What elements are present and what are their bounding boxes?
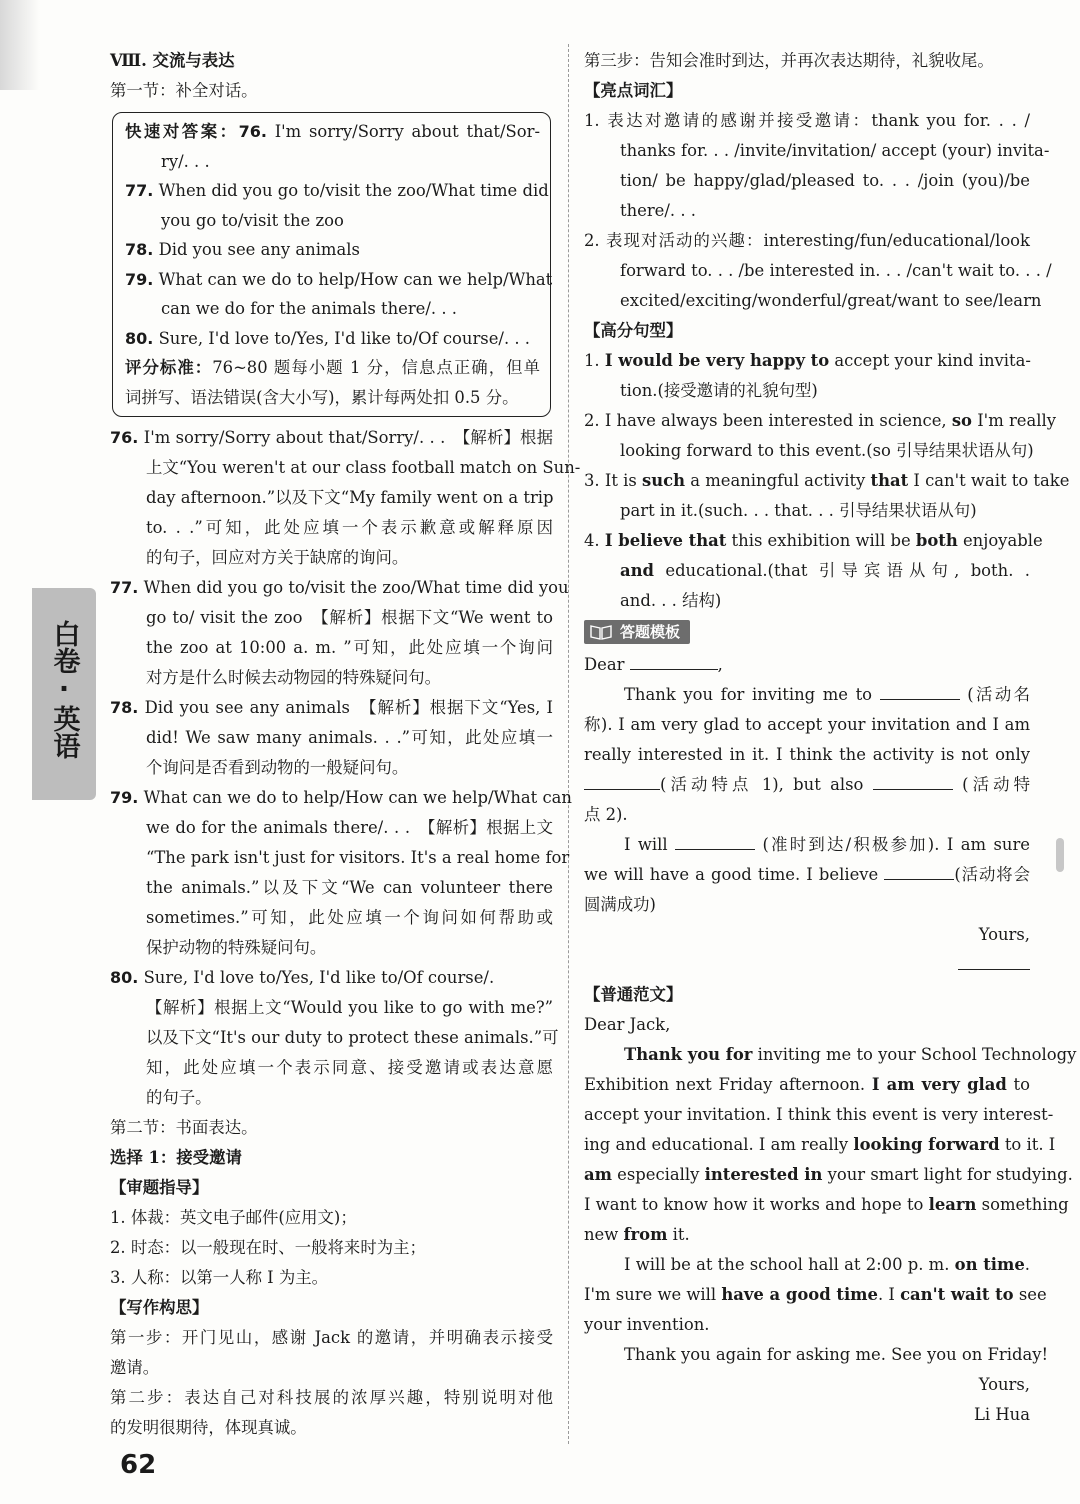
analysis-77-num: 77. xyxy=(110,578,139,597)
sentence-4-line-3: and. . . 结构) xyxy=(620,591,722,610)
analysis-76-num: 76. xyxy=(110,428,139,447)
guide-item-1: 1. 体裁：英文电子邮件(应用文)； xyxy=(110,1208,357,1227)
template-blank-2 xyxy=(584,771,660,790)
sentence-2-line-1 xyxy=(584,406,1056,436)
analysis-77-line xyxy=(110,573,569,603)
template-line-7 xyxy=(584,860,1030,890)
essay-4-p2: to it. I xyxy=(999,1135,1056,1154)
essay-line-4 xyxy=(584,1130,1056,1160)
analysis-79-l1: What can we do to help/How can we help/What can xyxy=(143,788,572,807)
analysis-78-line xyxy=(110,693,553,723)
sentence-4-line-2 xyxy=(584,556,1030,586)
sample-title: 【普通范文】 xyxy=(584,985,683,1004)
template-line-2: 称). I am very glad to accept your invitation and I am xyxy=(584,715,1030,734)
analysis-76-l5: 的句子，回应对方关于缺席的询问。 xyxy=(146,548,409,567)
template-1b: (活动名 xyxy=(967,685,1031,704)
essay-2-p1: Exhibition next Friday afternoon. xyxy=(584,1075,872,1094)
template-blank-1 xyxy=(880,681,960,700)
template-1a: Thank you for inviting me to xyxy=(624,685,873,704)
essay-9-bold-2: can't wait to xyxy=(900,1285,1014,1304)
sentence-4-line-1 xyxy=(584,526,1043,556)
part1-title: 第一节：补全对话。 xyxy=(110,81,258,100)
analysis-80 xyxy=(110,963,559,1113)
essay-4-p1: ing and educational. I am really xyxy=(584,1135,854,1154)
key-line-76a xyxy=(125,117,540,147)
side-tab-dot: · xyxy=(58,674,70,705)
template-blank-4 xyxy=(675,831,755,850)
key-num-78: 78. xyxy=(125,240,154,259)
template-blank-5 xyxy=(884,861,954,880)
sentence-4-p1: this exhibition will be xyxy=(726,531,916,550)
analysis-78-l2: did! We saw many animals. . .”可知，此处应填一 xyxy=(146,728,553,747)
key-77-text: When did you go to/visit the zoo/What time did xyxy=(158,181,549,200)
sentence-3-num: 3. xyxy=(584,471,600,490)
template-header xyxy=(584,616,1030,650)
sentence-2-p1: I have always been interested in science, xyxy=(604,411,952,430)
key-line-76b: ry/. . . xyxy=(161,151,210,171)
template-yours: Yours, xyxy=(978,925,1030,944)
sentence-3-line-1 xyxy=(584,466,1070,496)
right-column xyxy=(584,46,1077,1430)
template-4a: (活动特点 1), but also xyxy=(660,775,864,794)
analysis-79-num: 79. xyxy=(110,788,139,807)
vocab-2-line-3: excited/exciting/wonderful/great/want to see/learn xyxy=(620,291,1042,310)
step3-line: 第三步：告知会准时到达，并再次表达期待，礼貌收尾。 xyxy=(584,51,994,70)
scoring-text-a: 76~80 题每小题 1 分，信息点正确，但单 xyxy=(212,358,541,377)
essay-line-1 xyxy=(584,1040,1077,1070)
key-line-79a xyxy=(125,265,553,295)
open-book-icon xyxy=(590,624,612,640)
analysis-79-l3: “The park isn't just for visitors. It's a real home for xyxy=(146,848,570,867)
essay-6-p2: something xyxy=(976,1195,1069,1214)
vocab-2-num: 2. xyxy=(584,231,600,250)
essay-line-2 xyxy=(584,1070,1030,1100)
sentence-1-line-1 xyxy=(584,346,1030,376)
sentence-3-p1: It is xyxy=(604,471,642,490)
key-num-76: 76. xyxy=(238,122,267,141)
section-title: Ⅷ. 交流与表达 xyxy=(110,51,235,70)
template-line-1 xyxy=(584,680,1030,710)
key-line-79b: can we do for the animals there/. . . xyxy=(161,299,457,318)
page-edge-shadow xyxy=(0,0,40,90)
analysis-77-l1: When did you go to/visit the zoo/What time did you xyxy=(143,578,569,597)
sentence-1-line-2: tion.(接受邀请的礼貌句型) xyxy=(620,381,818,400)
template-line-5: 点 2). xyxy=(584,805,628,824)
analysis-76-l1: I'm sorry/Sorry about that/Sorry/. . . 【解析】根据 xyxy=(143,428,553,447)
template-line-6 xyxy=(584,830,1030,860)
sentence-2-p2: I'm really xyxy=(972,411,1056,430)
analysis-79-l4: the animals.”以及下文“We can volunteer there xyxy=(146,878,553,897)
analysis-79-l6: 保护动物的特殊疑问句。 xyxy=(146,938,327,957)
vocab-2-line-2: forward to. . . /be interested in. . . /can't wait to. . . / xyxy=(620,261,1052,280)
essay-8-p1: I will be at the school hall at 2:00 p. m. xyxy=(624,1255,955,1274)
analysis-80-num: 80. xyxy=(110,968,139,987)
answer-key-box xyxy=(112,112,551,417)
side-tab-label xyxy=(32,620,96,759)
sentence-2-line-2: looking forward to this event.(so 引导结果状语从句) xyxy=(620,441,1034,460)
analysis-80-l3: 以及下文“It's our duty to protect these animals.”可 xyxy=(146,1028,559,1047)
guide-title: 【审题指导】 xyxy=(110,1178,209,1197)
template-6b: (准时到达/积极参加). I am sure xyxy=(762,835,1030,854)
sentence-4-p3: educational.(that 引导宾语从句, both. . xyxy=(654,561,1030,580)
key-num-79: 79. xyxy=(125,269,154,289)
analysis-76-l4: to. . .”可知，此处应填一个表示歉意或解释原因 xyxy=(146,518,553,537)
idea-title: 【写作构思】 xyxy=(110,1298,209,1317)
essay-1-text: inviting me to your School Technology xyxy=(752,1045,1077,1064)
vocab-title: 【亮点词汇】 xyxy=(584,81,683,100)
analysis-77-l4: 对方是什么时候去动物园的特殊疑问句。 xyxy=(146,668,442,687)
essay-6-p1: I want to know how it works and hope to xyxy=(584,1195,929,1214)
essay-signature: Li Hua xyxy=(974,1405,1030,1424)
essay-8-p2: . xyxy=(1024,1255,1030,1274)
vocab-2-line-1 xyxy=(584,226,1030,256)
key-line-77b: you go to/visit the zoo xyxy=(161,210,344,230)
analysis-77-l3: the zoo at 10:00 a. m. ”可知，此处应填一个询问 xyxy=(146,638,553,657)
analysis-79-l2: we do for the animals there/. . . 【解析】根据上文 xyxy=(146,818,553,837)
essay-7-bold: from xyxy=(623,1225,668,1244)
vocab-1-line-1 xyxy=(584,106,1030,136)
key-label: 快速对答案： xyxy=(125,122,239,141)
template-7a: we will have a good time. I believe xyxy=(584,865,879,884)
sentence-4-p2: enjoyable xyxy=(957,531,1043,550)
guide-item-2: 2. 时态：以一般现在时、一般将来时为主； xyxy=(110,1238,426,1257)
vocab-1-text: 表达对邀请的感谢并接受邀请：thank you for. . . / xyxy=(607,111,1030,130)
template-line-3: really interested in it. I think the activity is not only xyxy=(584,745,1030,764)
sentence-2-bold: so xyxy=(951,411,972,430)
template-signature-line xyxy=(584,950,1030,980)
analysis-76 xyxy=(110,423,581,573)
essay-7-p1: new xyxy=(584,1225,624,1244)
sentence-3-p3: I can't wait to take xyxy=(908,471,1070,490)
vocab-1-line-3: tion/ be happy/glad/pleased to. . . /join (you)/be xyxy=(620,171,1030,190)
essay-line-6 xyxy=(584,1190,1069,1220)
analysis-79-l5: sometimes.”可知，此处应填一个询问如何帮助或 xyxy=(146,908,553,927)
analysis-78-num: 78. xyxy=(110,698,139,717)
template-dear: Dear xyxy=(584,655,625,674)
essay-7-p2: it. xyxy=(667,1225,690,1244)
left-column xyxy=(110,46,581,1443)
essay-5-bold-am: am xyxy=(584,1165,612,1184)
essay-line-8 xyxy=(584,1250,1030,1280)
essay-9-p3: see xyxy=(1013,1285,1047,1304)
template-6a: I will xyxy=(624,835,668,854)
essay-6-bold: learn xyxy=(928,1195,977,1214)
vocab-2-text: 表现对活动的兴趣：interesting/fun/educational/look xyxy=(605,231,1030,250)
sentence-3-bold-such: such xyxy=(642,471,686,490)
essay-line-11: Thank you again for asking me. See you on Friday! xyxy=(624,1345,1049,1364)
page-number: 62 xyxy=(120,1450,157,1480)
essay-9-bold-1: have a good time xyxy=(721,1285,878,1304)
analysis-80-l5: 的句子。 xyxy=(146,1088,212,1107)
step2-line-a: 第二步：表达自己对科技展的浓厚兴趣，特别说明对他 xyxy=(110,1388,553,1407)
essay-9-p1: I'm sure we will xyxy=(584,1285,722,1304)
template-7b: (活动将会 xyxy=(954,865,1030,884)
key-78-text: Did you see any animals xyxy=(158,240,360,259)
scrollbar-thumb[interactable] xyxy=(1056,838,1064,872)
template-blank-3 xyxy=(873,771,953,790)
template-comma: , xyxy=(717,655,723,674)
essay-line-7 xyxy=(584,1220,1030,1250)
sentence-3-p2: a meaningful activity xyxy=(685,471,871,490)
template-title-text: 答题模板 xyxy=(620,623,681,641)
vocab-1-line-2: thanks for. . . /invite/invitation/ accept (your) invita- xyxy=(620,141,1050,160)
step2-line-b: 的发明很期待，体现真诚。 xyxy=(110,1418,307,1437)
analysis-80-line xyxy=(110,963,553,993)
essay-5-p2: your smart light for studying. xyxy=(822,1165,1073,1184)
sentence-1-bold: I would be very happy to xyxy=(604,351,830,370)
essay-2-bold: I am very glad xyxy=(871,1075,1007,1094)
sentence-3-bold-that: that xyxy=(870,471,909,490)
sentence-4-bold-both: both xyxy=(915,531,958,550)
analysis-80-l1: Sure, I'd love to/Yes, I'd like to/Of course/. xyxy=(143,968,495,987)
guide-item-3: 3. 人称：以第一人称 I 为主。 xyxy=(110,1268,329,1287)
analysis-77 xyxy=(110,573,569,693)
template-dear-line xyxy=(584,650,1030,680)
analysis-76-l3: day afternoon.”以及下文“My family went on a trip xyxy=(146,488,554,507)
template-line-8: 圆满成功) xyxy=(584,895,656,914)
vocab-1-line-4: there/. . . xyxy=(620,201,696,220)
scoring-line-b: 词拼写、语法错误(含大小写)，累计每两处扣 0.5 分。 xyxy=(125,387,519,407)
sentence-4-num: 4. xyxy=(584,531,600,550)
essay-1-bold: Thank you for xyxy=(624,1045,753,1064)
scoring-line-a xyxy=(125,353,540,383)
sentence-1-rest: accept your kind invita- xyxy=(829,351,1031,370)
essay-5-p1: especially xyxy=(611,1165,705,1184)
key-80-text: Sure, I'd love to/Yes, I'd like to/Of course/. . . xyxy=(158,328,530,348)
side-tab-bottom: 英语 xyxy=(48,705,80,760)
analysis-79-line xyxy=(110,783,572,813)
key-line-80 xyxy=(125,324,540,354)
essay-4-bold: looking forward xyxy=(853,1135,1000,1154)
key-num-77: 77. xyxy=(125,181,154,200)
step1-line-b: 邀请。 xyxy=(110,1358,160,1377)
essay-9-p2: . I xyxy=(877,1285,901,1304)
template-blank-name xyxy=(630,651,718,670)
key-76-text: I'm sorry/Sorry about that/Sor- xyxy=(274,122,541,141)
sentence-title: 【高分句型】 xyxy=(584,321,683,340)
key-line-77a xyxy=(125,176,549,206)
column-divider xyxy=(568,44,569,1444)
part2-title: 第二节：书面表达。 xyxy=(110,1118,258,1137)
key-num-80: 80. xyxy=(125,328,154,348)
essay-line-10: your invention. xyxy=(584,1315,710,1334)
analysis-78 xyxy=(110,693,553,783)
analysis-79 xyxy=(110,783,572,963)
sentence-3-line-2: part in it.(such. . . that. . . 引导结果状语从句) xyxy=(620,501,977,520)
template-4b: (活动特 xyxy=(962,775,1030,794)
essay-yours: Yours, xyxy=(978,1375,1030,1394)
choice-title: 选择 1：接受邀请 xyxy=(110,1148,242,1167)
scoring-label: 评分标准： xyxy=(125,358,213,377)
analysis-76-line xyxy=(110,423,553,453)
analysis-80-l2: 【解析】根据上文“Would you like to go with me?” xyxy=(146,998,553,1017)
step1-line-a: 第一步：开门见山，感谢 Jack 的邀请，并明确表示接受 xyxy=(110,1328,553,1347)
vocab-1-num: 1. xyxy=(584,111,600,130)
essay-line-9 xyxy=(584,1280,1047,1310)
template-line-4 xyxy=(584,770,1030,800)
analysis-77-l2: go to/ visit the zoo 【解析】根据下文“We went to xyxy=(146,608,553,627)
essay-line-5 xyxy=(584,1160,1073,1190)
sentence-2-num: 2. xyxy=(584,411,600,430)
analysis-78-l3: 个询问是否看到动物的一般疑问句。 xyxy=(146,758,409,777)
sentence-1-num: 1. xyxy=(584,351,600,370)
key-line-78 xyxy=(125,235,540,265)
essay-8-bold: on time xyxy=(954,1255,1025,1274)
key-79-text: What can we do to help/How can we help/What xyxy=(158,269,553,289)
essay-dear: Dear Jack, xyxy=(584,1015,671,1034)
sentence-4-bold-and: and xyxy=(620,561,654,580)
essay-line-3: accept your invitation. I think this event is very interest- xyxy=(584,1105,1054,1124)
side-tab-top: 白卷 xyxy=(48,620,80,674)
analysis-80-l4: 知，此处应填一个表示同意、接受邀请或表达意愿 xyxy=(146,1058,553,1077)
essay-5-bold-interested: interested in xyxy=(704,1165,823,1184)
template-blank-signature xyxy=(958,951,1030,970)
analysis-76-l2: 上文“You weren't at our class football match on Sun- xyxy=(146,458,581,477)
analysis-78-l1: Did you see any animals 【解析】根据下文“Yes, I xyxy=(144,698,553,717)
template-title xyxy=(584,620,690,644)
essay-2-p2: to xyxy=(1006,1075,1030,1094)
sentence-4-bold-1: I believe that xyxy=(604,531,727,550)
